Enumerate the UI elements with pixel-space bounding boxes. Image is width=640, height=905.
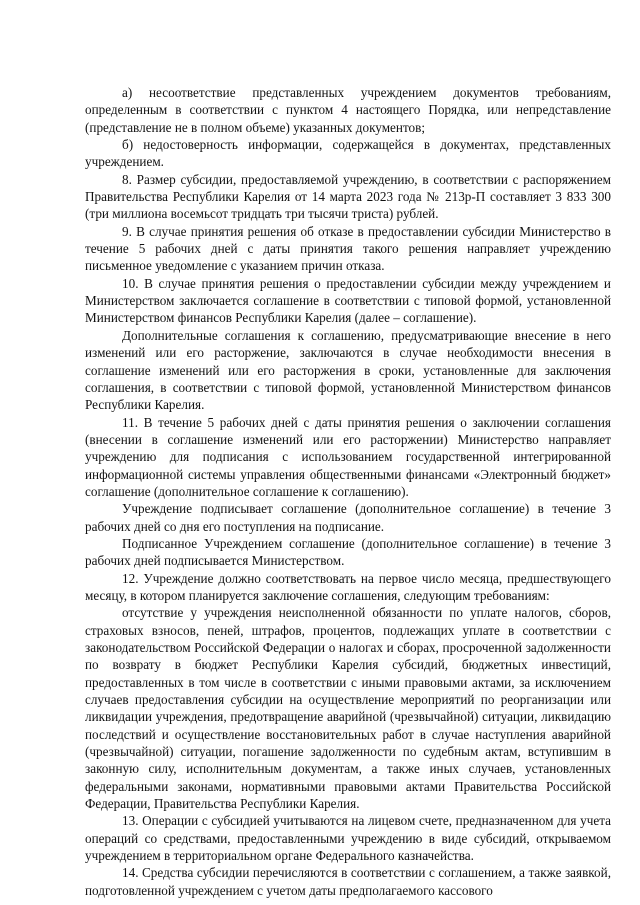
- paragraph-point-11: 11. В течение 5 рабочих дней с даты принятия решения о заключении соглашения (внесении в соглашение изменений или его расторжении) Министерство направляет учреждению для подписания с использованием государственной интегрированной информационной системы управления общественными финансами «Электронный бюджет» соглашение (дополнительное соглашение к соглашению).: [85, 414, 611, 499]
- paragraph-point-9: 9. В случае принятия решения об отказе в предоставлении субсидии Министерство в течение 5 рабочих дней с даты принятия такого решения направляет учреждению письменное уведомление с указанием причин отказа.: [85, 223, 611, 274]
- paragraph-point-8: 8. Размер субсидии, предоставляемой учреждению, в соответствии с распоряжением Правительства Республики Карелия от 14 марта 2023 года № 213р-П составляет 3 833 300 (три миллиона восемьсот тридцать три тысячи триста) рублей.: [85, 171, 611, 222]
- paragraph-point-10: 10. В случае принятия решения о предоставлении субсидии между учреждением и Министерством заключается соглашение в соответствии с типовой формой, установленной Министерством финансов Республики Карелия (далее – соглашение).: [85, 275, 611, 326]
- paragraph-point-14: 14. Средства субсидии перечисляются в соответствии с соглашением, а также заявкой, подготовленной учреждением с учетом даты предполагаемого кассового: [85, 865, 611, 898]
- paragraph-signing-by-ministry: Подписанное Учреждением соглашение (дополнительное соглашение) в течение 3 рабочих дней подписывается Министерством.: [85, 535, 611, 569]
- paragraph-point-12: 12. Учреждение должно соответствовать на первое число месяца, предшествующего месяцу, в котором планируется заключение соглашения, следующим требованиям:: [85, 570, 611, 603]
- paragraph-signing-by-institution: Учреждение подписывает соглашение (дополнительное соглашение) в течение 3 рабочих дней со дня его поступления на подписание.: [85, 501, 611, 534]
- document-body: [85, 84, 611, 899]
- paragraph-additional-agreements: Дополнительные соглашения к соглашению, предусматривающие внесение в него изменений или его расторжение, заключаются в случае необходимости внесения в соглашение изменений или его расторжения в сроки, установленные для заключения соглашения, в соответствии с типовой формой, установленной Министерством финансов Республики Карелия.: [85, 327, 611, 413]
- paragraph-item-a: а) несоответствие представленных учреждением документов требованиям, определенным в соответствии с пунктом 4 настоящего Порядка, или непредставление (представление не в полном объеме) указанных документов;: [85, 85, 611, 135]
- paragraph-point-13: 13. Операции с субсидией учитываются на лицевом счете, предназначенном для учета операций со средствами, предоставленными учреждению в виде субсидий, открываемом учреждением в территориальном органе Федерального казначейства.: [85, 813, 611, 864]
- paragraph-requirements: отсутствие у учреждения неисполненной обязанности по уплате налогов, сборов, страховых взносов, пеней, штрафов, процентов, подлежащих уплате в соответствии с законодательством Российской Федерации о налогах и сборах, просроченной задолженности по возврату в бюджет Республики Карелия субсидий, бюджетных инвестиций, предоставленных в том числе в соответствии с иными правовыми актами, за исключением случаев предоставления субсидии на осуществление мероприятий по реорганизации или ликвидации учреждения, предотвращение аварийной (чрезвычайной) ситуации, ликвидацию последствий и осуществление восстановительных работ в случае наступления аварийной (чрезвычайной) ситуации, погашение задолженности по судебным актам, вступившим в законную силу, исполнительным документам, а также иных случаев, установленных федеральными законами, нормативными правовыми актами Правительства Российской Федерации, Правительства Республики Карелия.: [85, 605, 611, 812]
- paragraph-item-b: б) недостоверность информации, содержащейся в документах, представленных учреждением.: [85, 137, 611, 170]
